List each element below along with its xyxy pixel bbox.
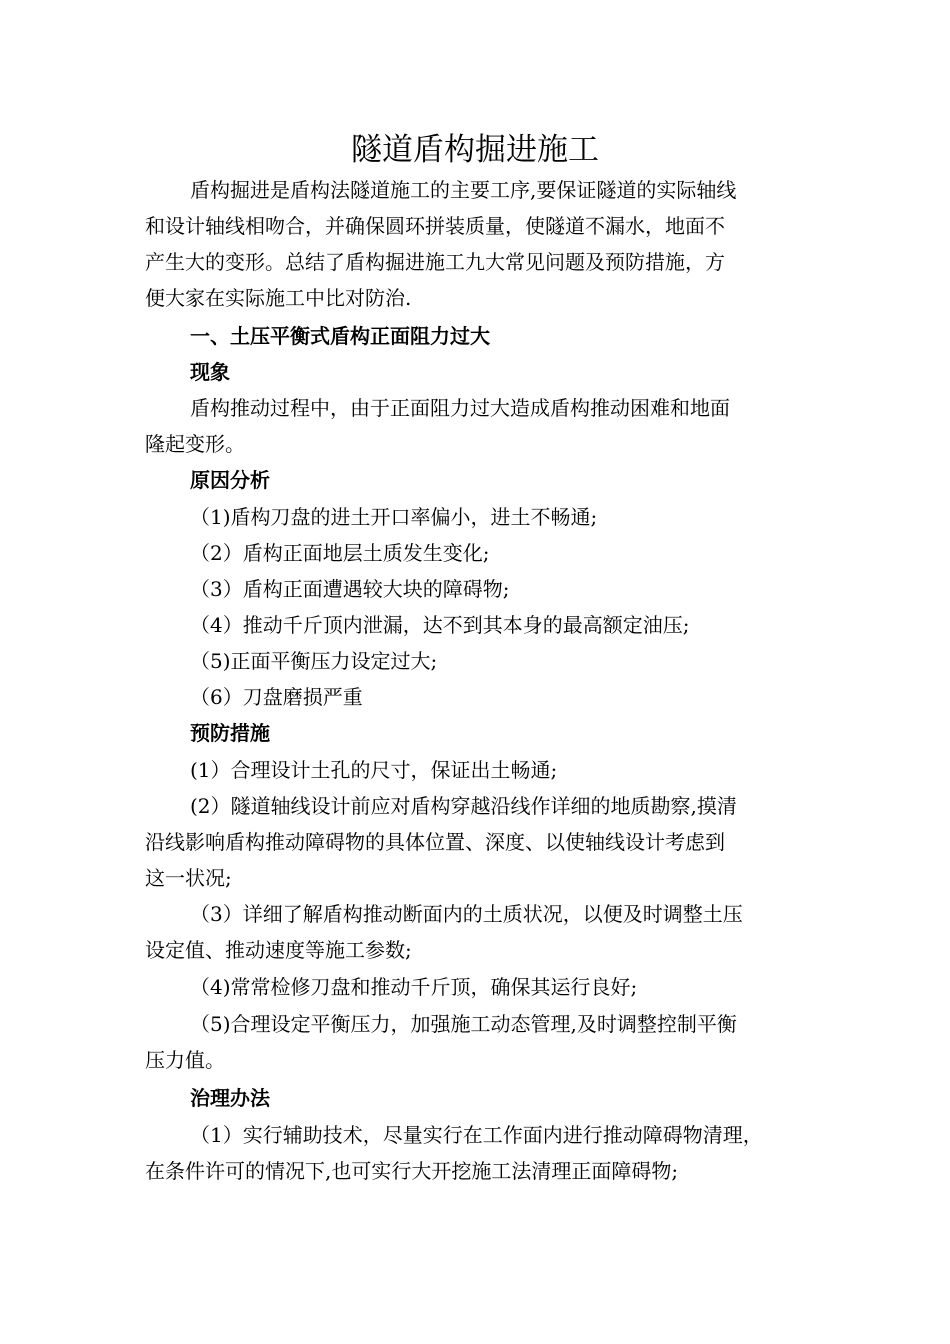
cause-item-2: （2）盾构正面地层土质发生变化; xyxy=(190,541,490,565)
phenomenon-heading: 现象 xyxy=(190,360,230,384)
treatment-heading: 治理办法 xyxy=(190,1086,270,1110)
intro-line-4: 便大家在实际施工中比对防治. xyxy=(145,286,412,310)
section-heading: 一、土压平衡式盾构正面阻力过大 xyxy=(190,324,490,348)
phenomenon-line-1: 盾构推动过程中，由于正面阻力过大造成盾构推动困难和地面 xyxy=(190,396,730,420)
cause-item-4: （4）推动千斤顶内泄漏，达不到其本身的最高额定油压; xyxy=(190,613,690,637)
intro-line-2: 和设计轴线相吻合，并确保圆环拼装质量，使隧道不漏水，地面不 xyxy=(145,214,725,238)
intro-line-3: 产生大的变形。总结了盾构掘进施工九大常见问题及预防措施，方 xyxy=(145,250,725,274)
intro-line-1: 盾构掘进是盾构法隧道施工的主要工序,要保证隧道的实际轴线 xyxy=(190,178,737,202)
document-title: 隧道盾构掘进施工 xyxy=(351,132,599,168)
prevention-line-4: 这一状况; xyxy=(145,866,232,890)
phenomenon-line-2: 隆起变形。 xyxy=(145,432,245,456)
prevention-line-8: （5)合理设定平衡压力，加强施工动态管理,及时调整控制平衡 xyxy=(190,1012,737,1036)
prevention-line-2: (2）隧道轴线设计前应对盾构穿越沿线作详细的地质勘察,摸清 xyxy=(190,794,737,818)
prevention-line-9: 压力值。 xyxy=(145,1048,225,1072)
prevention-line-1: (1）合理设计土孔的尺寸，保证出土畅通; xyxy=(190,758,558,782)
prevention-line-3: 沿线影响盾构推动障碍物的具体位置、深度、以使轴线设计考虑到 xyxy=(145,830,725,854)
prevention-line-7: （4)常常检修刀盘和推动千斤顶，确保其运行良好; xyxy=(190,975,638,999)
cause-item-5: （5)正面平衡压力设定过大; xyxy=(190,649,438,673)
prevention-line-6: 设定值、推动速度等施工参数; xyxy=(145,938,412,962)
prevention-line-5: （3）详细了解盾构推动断面内的土质状况，以便及时调整土压 xyxy=(190,902,743,926)
prevention-heading: 预防措施 xyxy=(190,721,270,745)
cause-item-3: （3）盾构正面遭遇较大块的障碍物; xyxy=(190,577,510,601)
cause-item-1: （1)盾构刀盘的进土开口率偏小，进土不畅通; xyxy=(190,505,598,529)
treatment-line-2: 在条件许可的情况下,也可实行大开挖施工法清理正面障碍物; xyxy=(145,1159,679,1183)
treatment-line-1: （1）实行辅助技术，尽量实行在工作面内进行推动障碍物清理， xyxy=(190,1123,763,1147)
cause-heading: 原因分析 xyxy=(190,468,270,492)
cause-item-6: （6）刀盘磨损严重 xyxy=(190,685,363,709)
